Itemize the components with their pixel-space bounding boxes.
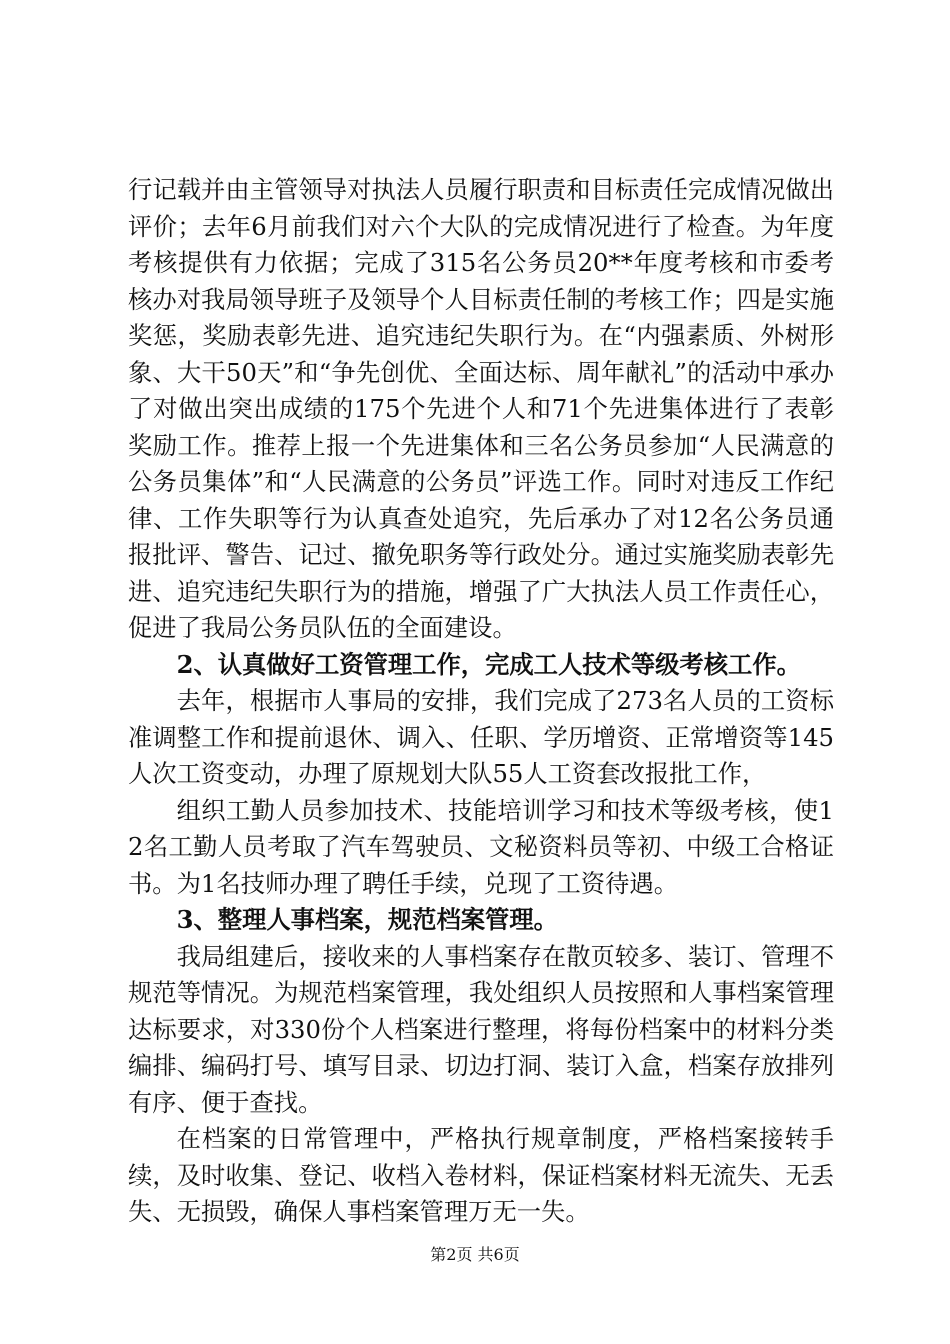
paragraph-3: 去年，根据市人事局的安排，我们完成了273名人员的工资标准调整工作和提前退休、调入、任职、学历增资、正常增资等145人次工资变动，办理了原规划大队55人工资套改报批工作， — [128, 686, 834, 788]
paragraph-1: 行记载并由主管领导对执法人员履行职责和目标责任完成情况做出评价；去年6月前我们对六个大队的完成情况进行了检查。为年度考核提供有力依据；完成了315名公务员20**年度考核和市委考核办对我局领导班子及领导个人目标责任制的考核工作；四是实施奖惩，奖励表彰先进、追究违纪失职行为。在“内强素质、外树形象、大干50天”和“争先创优、全面达标、周年献礼”的活动中承办了对做出突出成绩的175个先进个人和71个先进集体进行了表彰奖励工作。推荐上报一个先进集体和三名公务员参加“人民满意的公务员集体”和“人民满意的公务员”评选工作。同时对违反工作纪律、工作失职等行为认真查处追究，先后承办了对12名公务员通报批评、警告、记过、撤免职务等行政处分。通过实施奖励表彰先进、追究违纪失职行为的措施，增强了广大执法人员工作责任心，促进了我局公务员队伍的全面建设。 — [128, 175, 834, 642]
paragraph-7: 在档案的日常管理中，严格执行规章制度，严格档案接转手续，及时收集、登记、收档入卷材料，保证档案材料无流失、无丢失、无损毁，确保人事档案管理万无一失。 — [128, 1124, 834, 1226]
section-heading-3: 3、整理人事档案，规范档案管理。 — [176, 905, 558, 934]
document-body — [128, 172, 834, 1231]
section-heading-2: 2、认真做好工资管理工作，完成工人技术等级考核工作。 — [176, 649, 801, 679]
page-number-footer: 第2页 共6页 — [430, 1245, 520, 1264]
paragraph-4: 组织工勤人员参加技术、技能培训学习和技术等级考核，使12名工勤人员考取了汽车驾驶员、文秘资料员等初、中级工合格证书。为1名技师办理了聘任手续，兑现了工资待遇。 — [128, 795, 834, 898]
paragraph-6: 我局组建后，接收来的人事档案存在散页较多、装订、管理不规范等情况。为规范档案管理，我处组织人员按照和人事档案管理达标要求，对330份个人档案进行整理，将每份档案中的材料分类编排、编码打号、填写目录、切边打洞、装订入盒，档案存放排列有序、便于查找。 — [128, 941, 834, 1117]
